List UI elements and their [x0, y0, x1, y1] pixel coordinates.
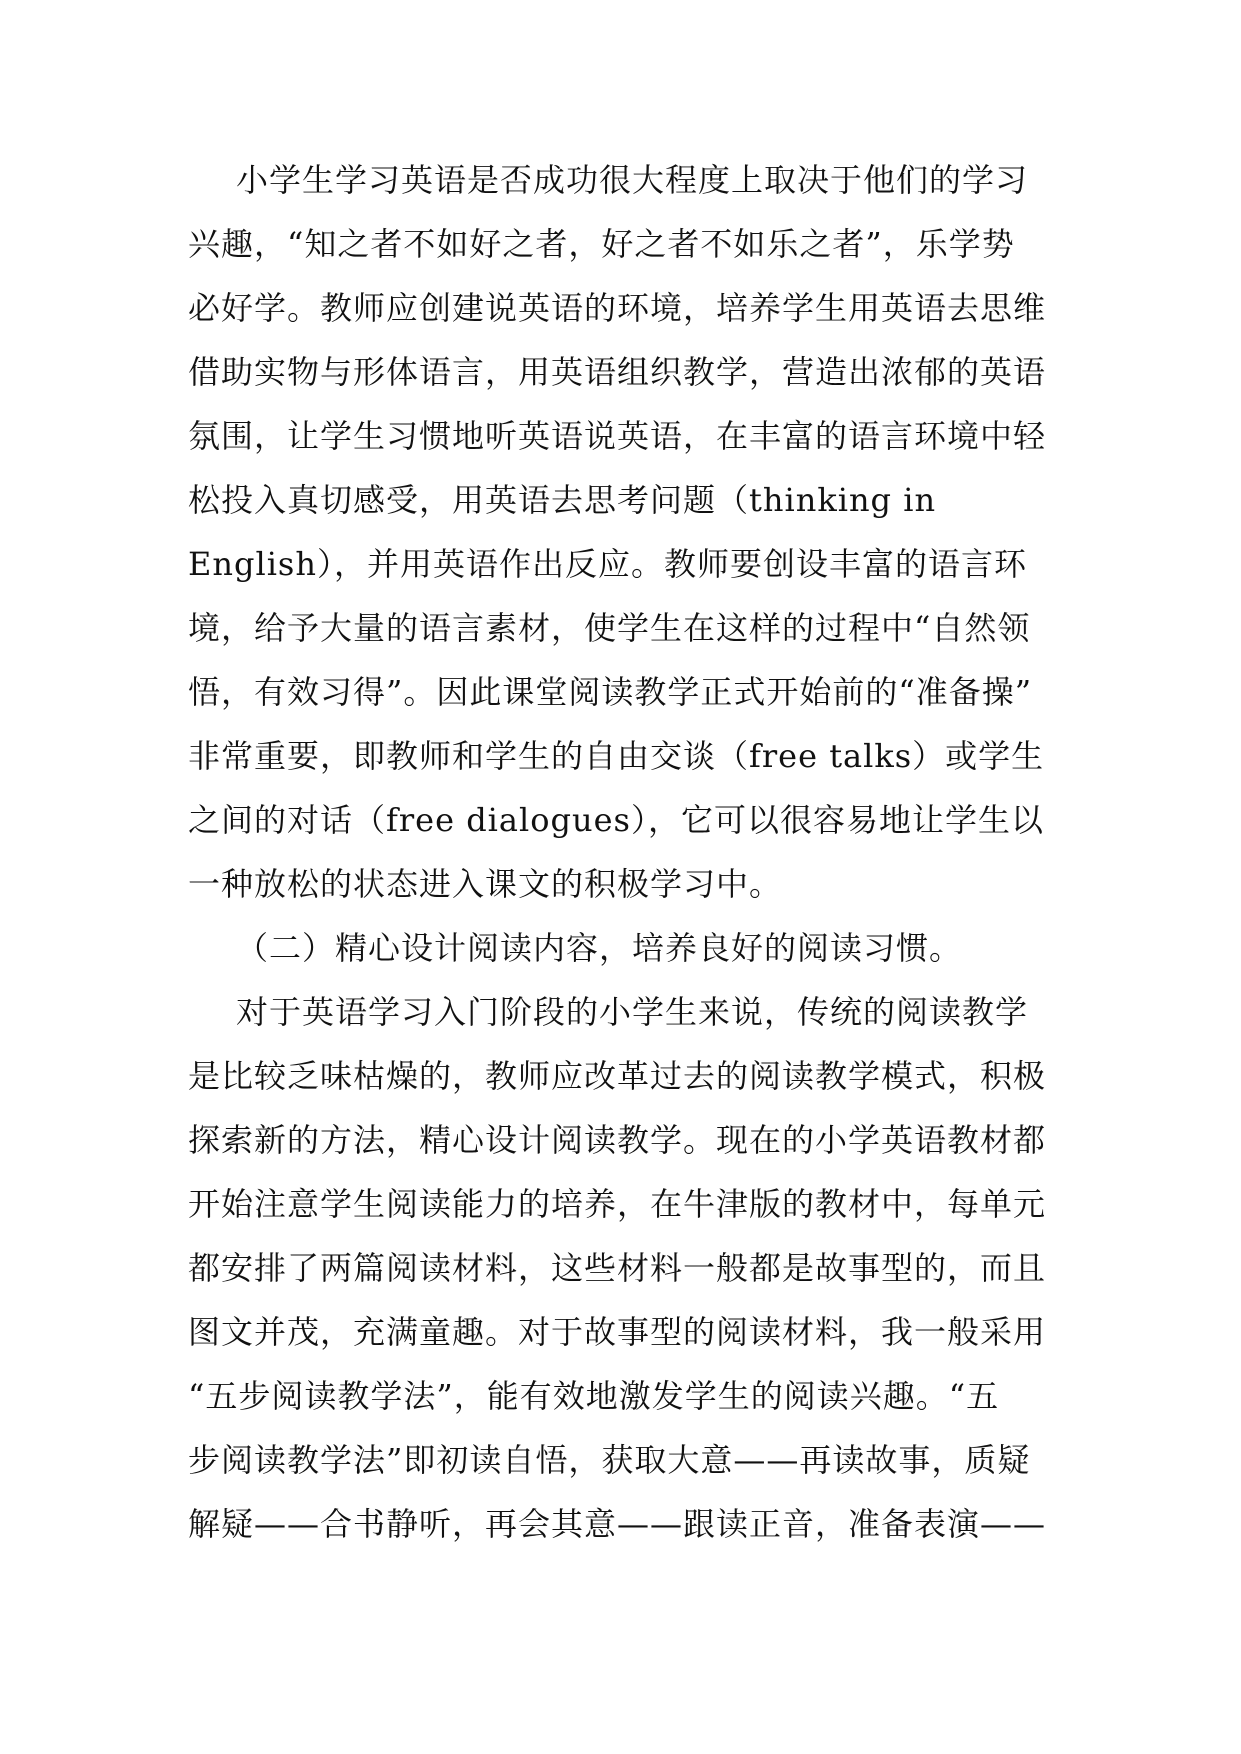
paragraph-2-line-6: 图文并茂，充满童趣。对于故事型的阅读材料，我一般采用 — [188, 1313, 1047, 1351]
paragraph-2-line-9: 解疑——合书静听，再会其意——跟读正音，准备表演—— — [188, 1505, 1047, 1543]
paragraph-2-line-4: 开始注意学生阅读能力的培养，在牛津版的教材中，每单元 — [188, 1185, 1047, 1223]
paragraph-2-line-1: 对于英语学习入门阶段的小学生来说，传统的阅读教学 — [236, 993, 1029, 1031]
paragraph-1-line-3: 必好学。教师应创建说英语的环境，培养学生用英语去思维 — [188, 289, 1047, 327]
paragraph-1-line-12: 一种放松的状态进入课文的积极学习中。 — [188, 865, 783, 903]
paragraph-1-line-11: 之间的对话（free dialogues），它可以很容易地让学生以 — [188, 801, 1044, 839]
paragraph-1-line-5: 氛围，让学生习惯地听英语说英语，在丰富的语言环境中轻 — [188, 417, 1047, 455]
paragraph-1-line-2: 兴趣，“知之者不如好之者，好之者不如乐之者”，乐学势 — [188, 225, 1015, 263]
paragraph-1-line-4: 借助实物与形体语言，用英语组织教学，营造出浓郁的英语 — [188, 353, 1047, 391]
paragraph-2-line-7: “五步阅读教学法”，能有效地激发学生的阅读兴趣。“五 — [188, 1377, 1000, 1415]
paragraph-2-line-2: 是比较乏味枯燥的，教师应改革过去的阅读教学模式，积极 — [188, 1057, 1047, 1095]
paragraph-1-line-6: 松投入真切感受，用英语去思考问题（thinking in — [188, 481, 937, 519]
paragraph-1-line-8: 境，给予大量的语言素材，使学生在这样的过程中“自然领 — [188, 609, 1031, 647]
section-heading: （二）精心设计阅读内容，培养良好的阅读习惯。 — [236, 929, 963, 967]
paragraph-2-line-3: 探索新的方法，精心设计阅读教学。现在的小学英语教材都 — [188, 1121, 1047, 1159]
paragraph-2-line-5: 都安排了两篇阅读材料，这些材料一般都是故事型的，而且 — [188, 1249, 1047, 1287]
paragraph-1-line-1: 小学生学习英语是否成功很大程度上取决于他们的学习 — [236, 161, 1029, 199]
paragraph-1-line-9: 悟，有效习得”。因此课堂阅读教学正式开始前的“准备操” — [188, 673, 1033, 711]
paragraph-1-line-10: 非常重要，即教师和学生的自由交谈（free talks）或学生 — [188, 737, 1045, 775]
paragraph-2-line-8: 步阅读教学法”即初读自悟，获取大意——再读故事，质疑 — [188, 1441, 1031, 1479]
paragraph-1-line-7: English），并用英语作出反应。教师要创设丰富的语言环 — [188, 545, 1027, 583]
